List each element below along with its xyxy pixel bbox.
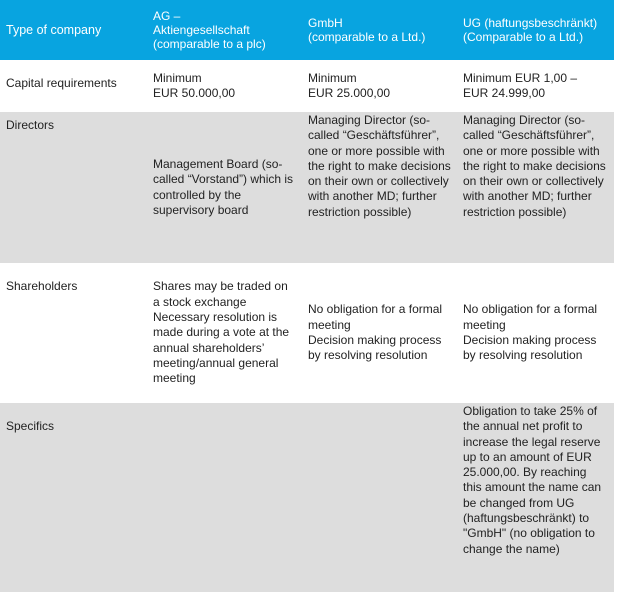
row-label-capital: Capital requirements	[0, 60, 147, 112]
header-gmbh-line2: (comparable to a Ltd.)	[308, 30, 426, 44]
cell-capital-ug	[457, 60, 614, 112]
cell-shareholders-ag-line1: Shares may be traded on a stock exchange	[153, 279, 288, 309]
row-label-directors: Directors	[0, 112, 147, 263]
header-ug-line1: UG (haftungsbeschränkt)	[463, 16, 598, 30]
cell-capital-ag	[147, 60, 302, 112]
cell-specifics-gmbh	[302, 403, 457, 592]
row-capital-requirements	[0, 60, 614, 112]
cell-capital-ag-line2: EUR 50.000,00	[153, 86, 236, 100]
header-ug	[457, 0, 614, 60]
cell-shareholders-ug-line2: Decision making process by resolving resolution	[463, 333, 597, 363]
cell-directors-ug: Managing Director (so-called “Geschäftsführer”, one or more possible with the right to make decisions on their own or collectively with another MD; further restriction possible)	[457, 112, 614, 263]
header-type-of-company: Type of company	[0, 0, 147, 60]
header-ug-line2: (Comparable to a Ltd.)	[463, 30, 584, 44]
header-gmbh-line1: GmbH	[308, 16, 343, 30]
header-ag-line1: AG –	[153, 9, 181, 23]
cell-capital-gmbh-line2: EUR 25.000,00	[308, 86, 391, 100]
cell-capital-ug-line1: Minimum EUR 1,00 –	[463, 70, 578, 85]
cell-shareholders-ag-line2: Necessary resolution is made during a vote at the annual shareholders’ meeting/annual general meeting	[153, 310, 290, 386]
row-specifics	[0, 403, 614, 592]
cell-shareholders-ag	[147, 263, 302, 403]
cell-shareholders-gmbh-line1: No obligation for a formal meeting	[308, 302, 443, 332]
row-directors	[0, 112, 614, 263]
cell-shareholders-ug	[457, 263, 614, 403]
row-label-shareholders: Shareholders	[0, 263, 147, 403]
cell-directors-gmbh: Managing Director (so-called “Geschäftsführer”, one or more possible with the right to make decisions on their own or collectively with another MD; further restriction possible)	[302, 112, 457, 263]
cell-shareholders-gmbh	[302, 263, 457, 403]
cell-specifics-ug: Obligation to take 25% of the annual net profit to increase the legal reserve up to an amount of EUR 25.000,00. By reaching this amount the name can be changed from UG (haftungsbeschränkt) to "GmbH" (no obligation to change the name)	[457, 403, 614, 592]
header-ag	[147, 0, 302, 60]
row-label-specifics: Specifics	[0, 403, 147, 592]
cell-shareholders-gmbh-line2: Decision making process by resolving resolution	[308, 333, 442, 363]
header-row	[0, 0, 614, 60]
header-ag-line3: (comparable to a plc)	[153, 37, 266, 51]
cell-capital-ag-line1: Minimum	[153, 70, 202, 85]
cell-capital-ug-line2: EUR 24.999,00	[463, 86, 546, 100]
cell-shareholders-ug-line1: No obligation for a formal meeting	[463, 302, 598, 332]
cell-capital-gmbh-line1: Minimum	[308, 70, 357, 85]
row-shareholders	[0, 263, 614, 403]
cell-directors-ag: Management Board (so-called “Vorstand”) which is controlled by the supervisory board	[147, 112, 302, 263]
cell-capital-gmbh	[302, 60, 457, 112]
header-ag-line2: Aktiengesellschaft	[153, 23, 250, 37]
cell-specifics-ag	[147, 403, 302, 592]
header-gmbh	[302, 0, 457, 60]
